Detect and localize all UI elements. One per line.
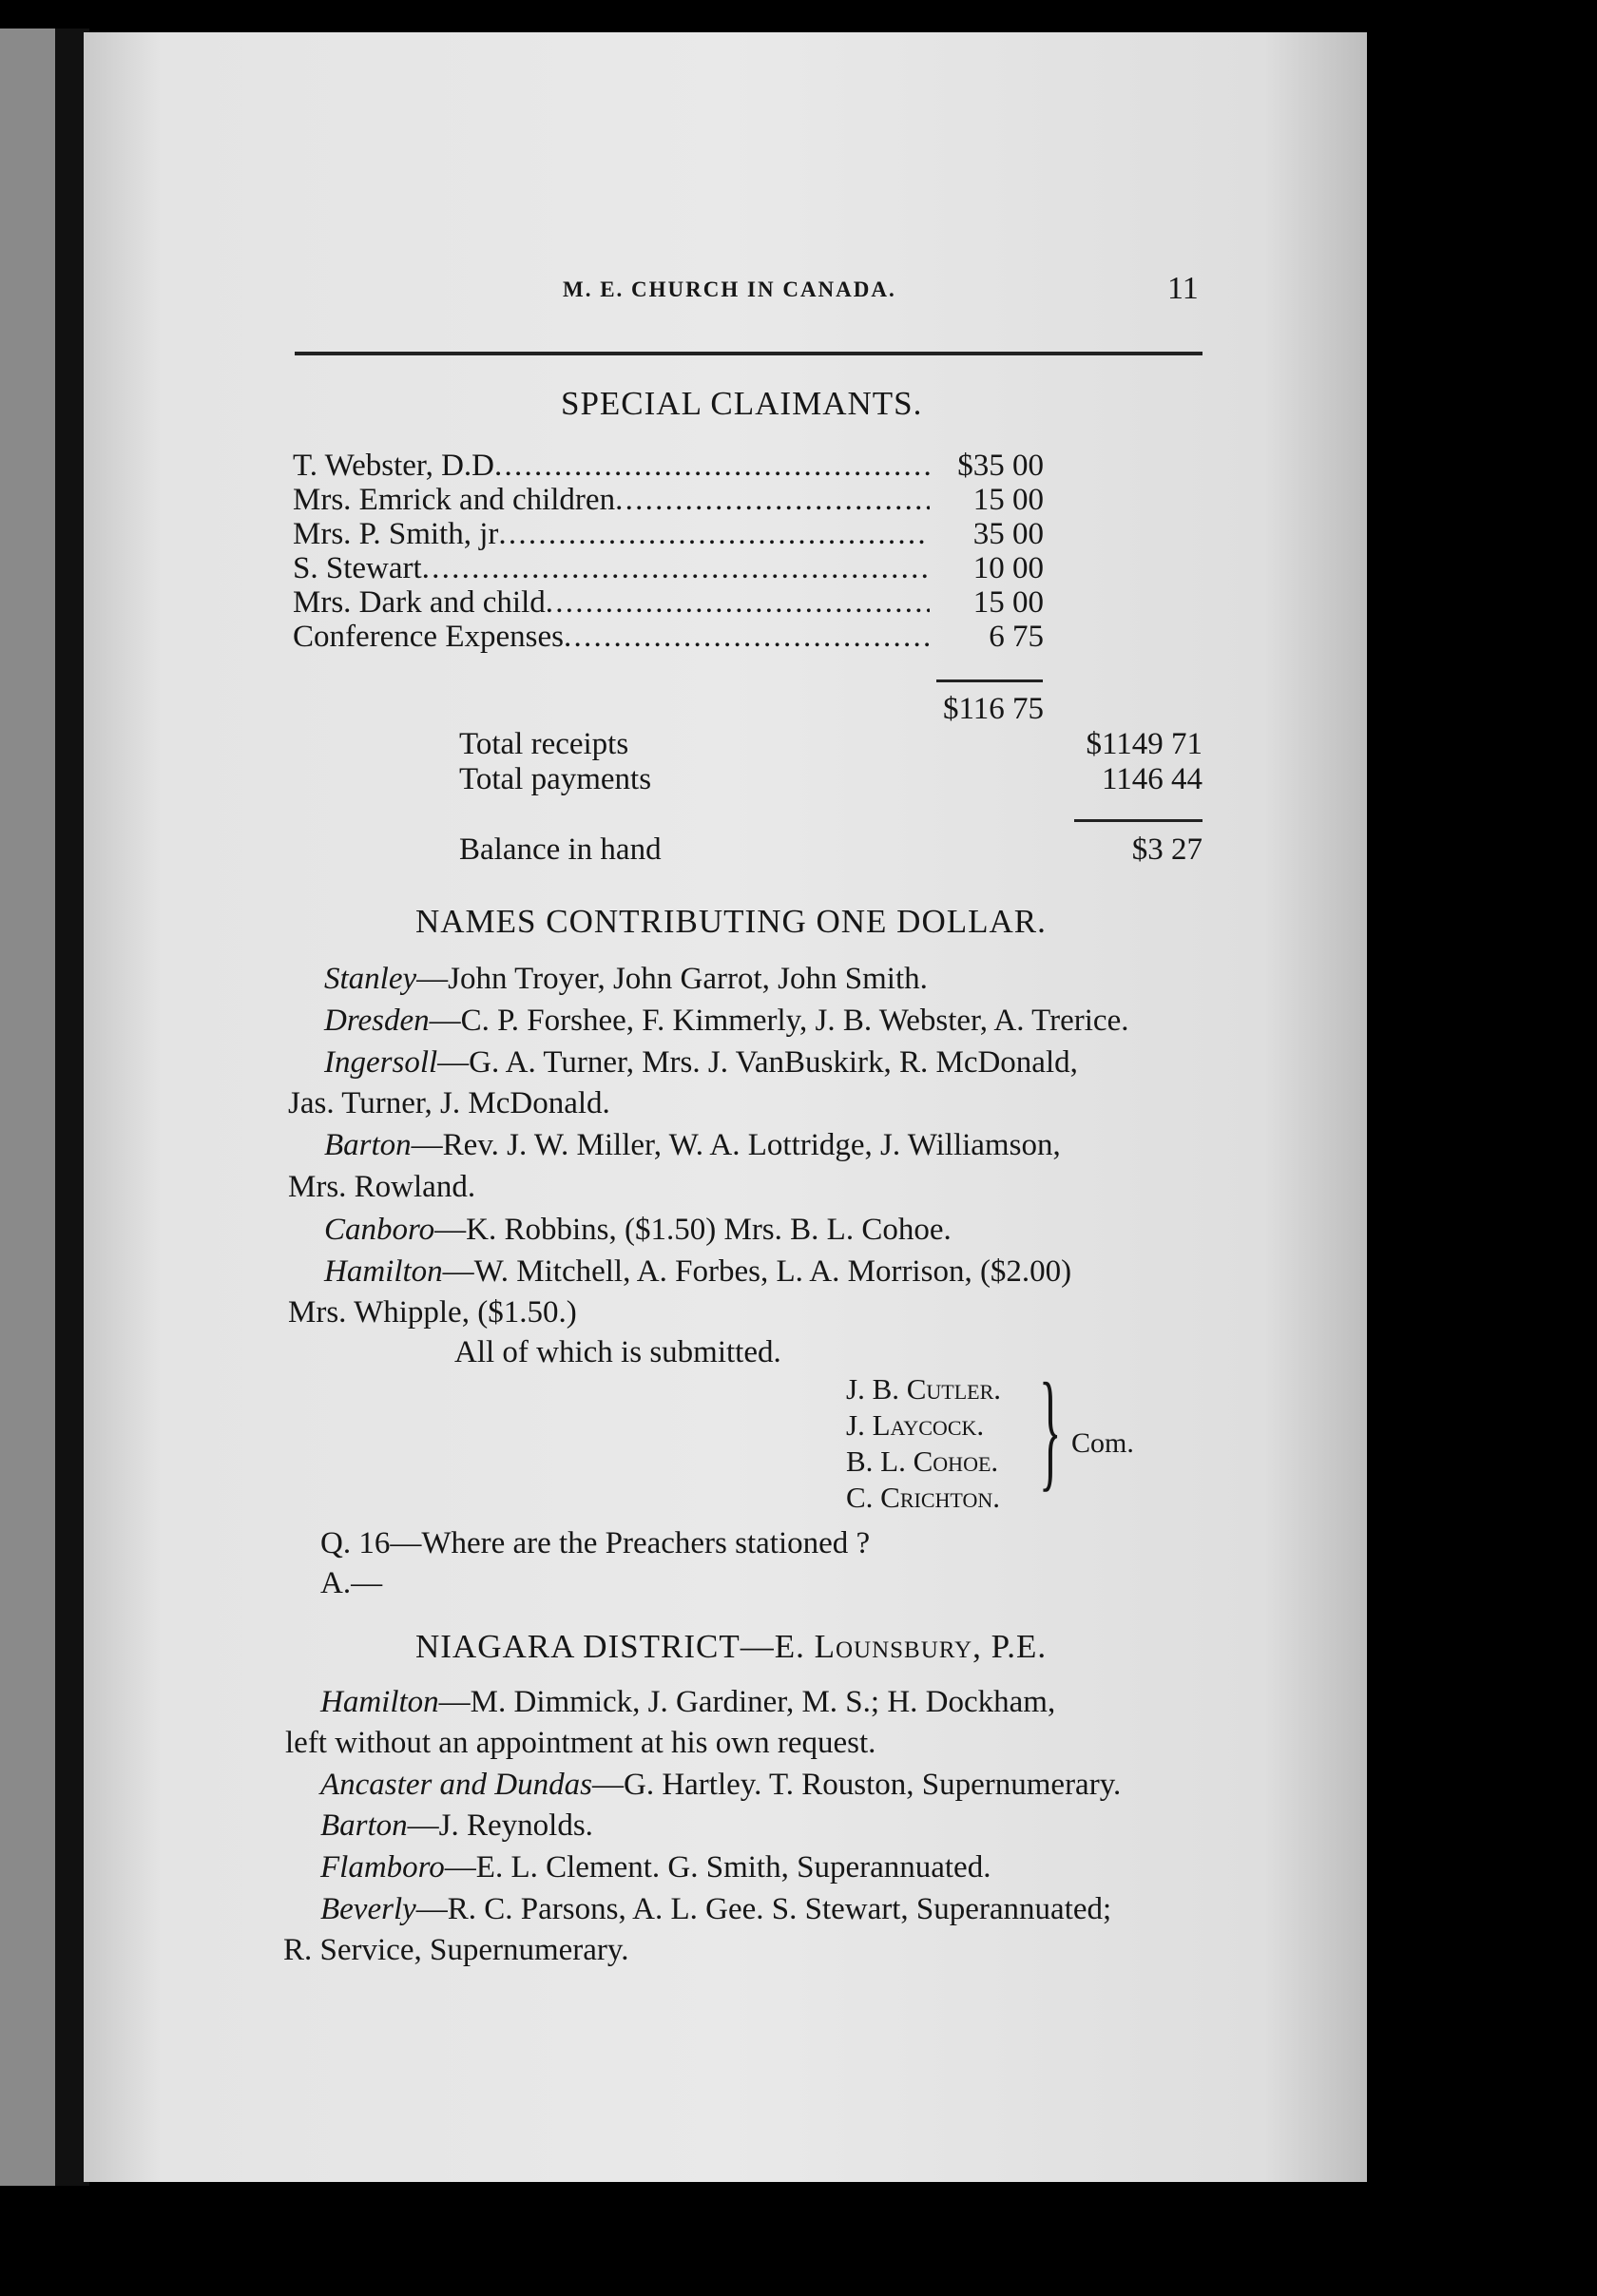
committee-member: J. B. Cutler. <box>846 1372 1002 1406</box>
contributor-names: —John Troyer, John Garrot, John Smith. <box>416 962 928 996</box>
running-title: M. E. CHURCH IN CANADA. <box>563 277 896 301</box>
receipts-value: $1149 71 <box>1086 727 1203 761</box>
committee-member: B. L. Cohoe. <box>846 1445 999 1478</box>
district-entry <box>320 1685 1055 1720</box>
claimant-name: S. Stewart <box>293 551 422 585</box>
place-name: Canboro <box>324 1213 435 1247</box>
claimant-row <box>293 585 930 621</box>
contributor-names: —G. A. Turner, Mrs. J. VanBuskirk, R. McDonald, <box>437 1045 1078 1080</box>
place-name: Hamilton <box>320 1685 439 1719</box>
place-name: Ingersoll <box>324 1045 438 1080</box>
claimants-total: $116 75 <box>942 692 1044 726</box>
claimant-amount: 15 00 <box>972 585 1044 620</box>
contributor-continuation: Jas. Turner, J. McDonald. <box>288 1086 610 1120</box>
committee-label: Com. <box>1071 1427 1134 1459</box>
claimant-row <box>293 449 930 484</box>
balance-value: $3 27 <box>1131 832 1203 867</box>
claimant-row <box>293 517 930 552</box>
appointments: —J. Reynolds. <box>407 1808 593 1843</box>
claimant-name: Conference Expenses <box>293 620 564 654</box>
committee-brace: } <box>1039 1356 1062 1503</box>
payments-label: Total payments <box>459 762 652 796</box>
contributor-names: —C. P. Forshee, F. Kimmerly, J. B. Webster, A. Trerice. <box>429 1004 1129 1038</box>
contributor-entry <box>324 1128 1061 1163</box>
balance-label: Balance in hand <box>459 832 662 867</box>
special-claimants-title: SPECIAL CLAIMANTS. <box>561 385 923 422</box>
contributor-names: —Rev. J. W. Miller, W. A. Lottridge, J. Williamson, <box>411 1128 1061 1162</box>
contributor-entry <box>324 1045 1078 1081</box>
contributor-continuation: Mrs. Rowland. <box>288 1170 476 1204</box>
appointments: —E. L. Clement. G. Smith, Superannuated. <box>444 1850 991 1885</box>
district-continuation: R. Service, Supernumerary. <box>283 1933 629 1967</box>
district-title-main: NIAGARA DISTRICT—E. <box>415 1628 815 1665</box>
district-entry <box>320 1850 991 1885</box>
district-entry <box>320 1808 593 1844</box>
appointments: —M. Dimmick, J. Gardiner, M. S.; H. Dockham, <box>438 1685 1056 1719</box>
contributor-names: —K. Robbins, ($1.50) Mrs. B. L. Cohoe. <box>434 1213 952 1247</box>
district-title-end: , P.E. <box>972 1628 1048 1665</box>
claimant-name: T. Webster, D.D <box>293 449 495 483</box>
claimant-name: Mrs. Dark and child <box>293 585 546 620</box>
claimant-row <box>293 620 930 655</box>
contributor-continuation: Mrs. Whipple, ($1.50.) <box>288 1295 577 1330</box>
place-name: Dresden <box>324 1004 430 1038</box>
contributor-entry <box>324 1004 1128 1039</box>
claimant-amount: 10 00 <box>972 551 1044 585</box>
district-entry <box>320 1768 1121 1803</box>
claimant-amount: 35 00 <box>972 517 1044 551</box>
place-name: Barton <box>324 1128 412 1162</box>
district-continuation: left without an appointment at his own request. <box>285 1726 876 1760</box>
committee-member: J. Laycock. <box>846 1408 985 1442</box>
district-elder: Lounsbury <box>814 1628 973 1665</box>
place-name: Flamboro <box>320 1850 445 1885</box>
contributor-entry <box>324 1213 952 1248</box>
claimant-row <box>293 483 930 518</box>
contributor-entry <box>324 1254 1071 1290</box>
place-name: Barton <box>320 1808 408 1843</box>
answer-line: A.— <box>320 1566 383 1600</box>
district-title <box>415 1628 1047 1666</box>
district-entry <box>320 1892 1111 1927</box>
submitted-line: All of which is submitted. <box>454 1335 781 1369</box>
claimant-name: Mrs. Emrick and children <box>293 483 616 517</box>
contributors-title: NAMES CONTRIBUTING ONE DOLLAR. <box>415 903 1047 940</box>
payments-value: 1146 44 <box>1101 762 1203 796</box>
appointments: —G. Hartley. T. Rouston, Supernumerary. <box>591 1768 1122 1802</box>
committee-member: C. Crichton. <box>846 1481 1000 1514</box>
receipts-label: Total receipts <box>459 727 629 761</box>
claimant-amount: 6 75 <box>989 620 1044 654</box>
facing-page-edge <box>0 29 59 2186</box>
balance-rule <box>1074 819 1203 822</box>
place-name: Ancaster and Dundas <box>320 1768 592 1802</box>
claimant-amount: $35 00 <box>957 449 1044 483</box>
appointments: —R. C. Parsons, A. L. Gee. S. Stewart, Superannuated; <box>415 1892 1112 1926</box>
claimant-name: Mrs. P. Smith, jr <box>293 517 499 551</box>
contributor-names: —W. Mitchell, A. Forbes, L. A. Morrison, ($2.00) <box>442 1254 1072 1289</box>
contributor-entry <box>324 962 928 997</box>
page-number: 11 <box>1167 271 1199 306</box>
place-name: Beverly <box>320 1892 416 1926</box>
claimant-row <box>293 551 930 586</box>
question-line: Q. 16—Where are the Preachers stationed ? <box>320 1526 871 1560</box>
claimant-amount: 15 00 <box>972 483 1044 517</box>
place-name: Stanley <box>324 962 417 996</box>
header-rule <box>295 352 1203 355</box>
sum-rule <box>936 679 1043 682</box>
place-name: Hamilton <box>324 1254 443 1289</box>
